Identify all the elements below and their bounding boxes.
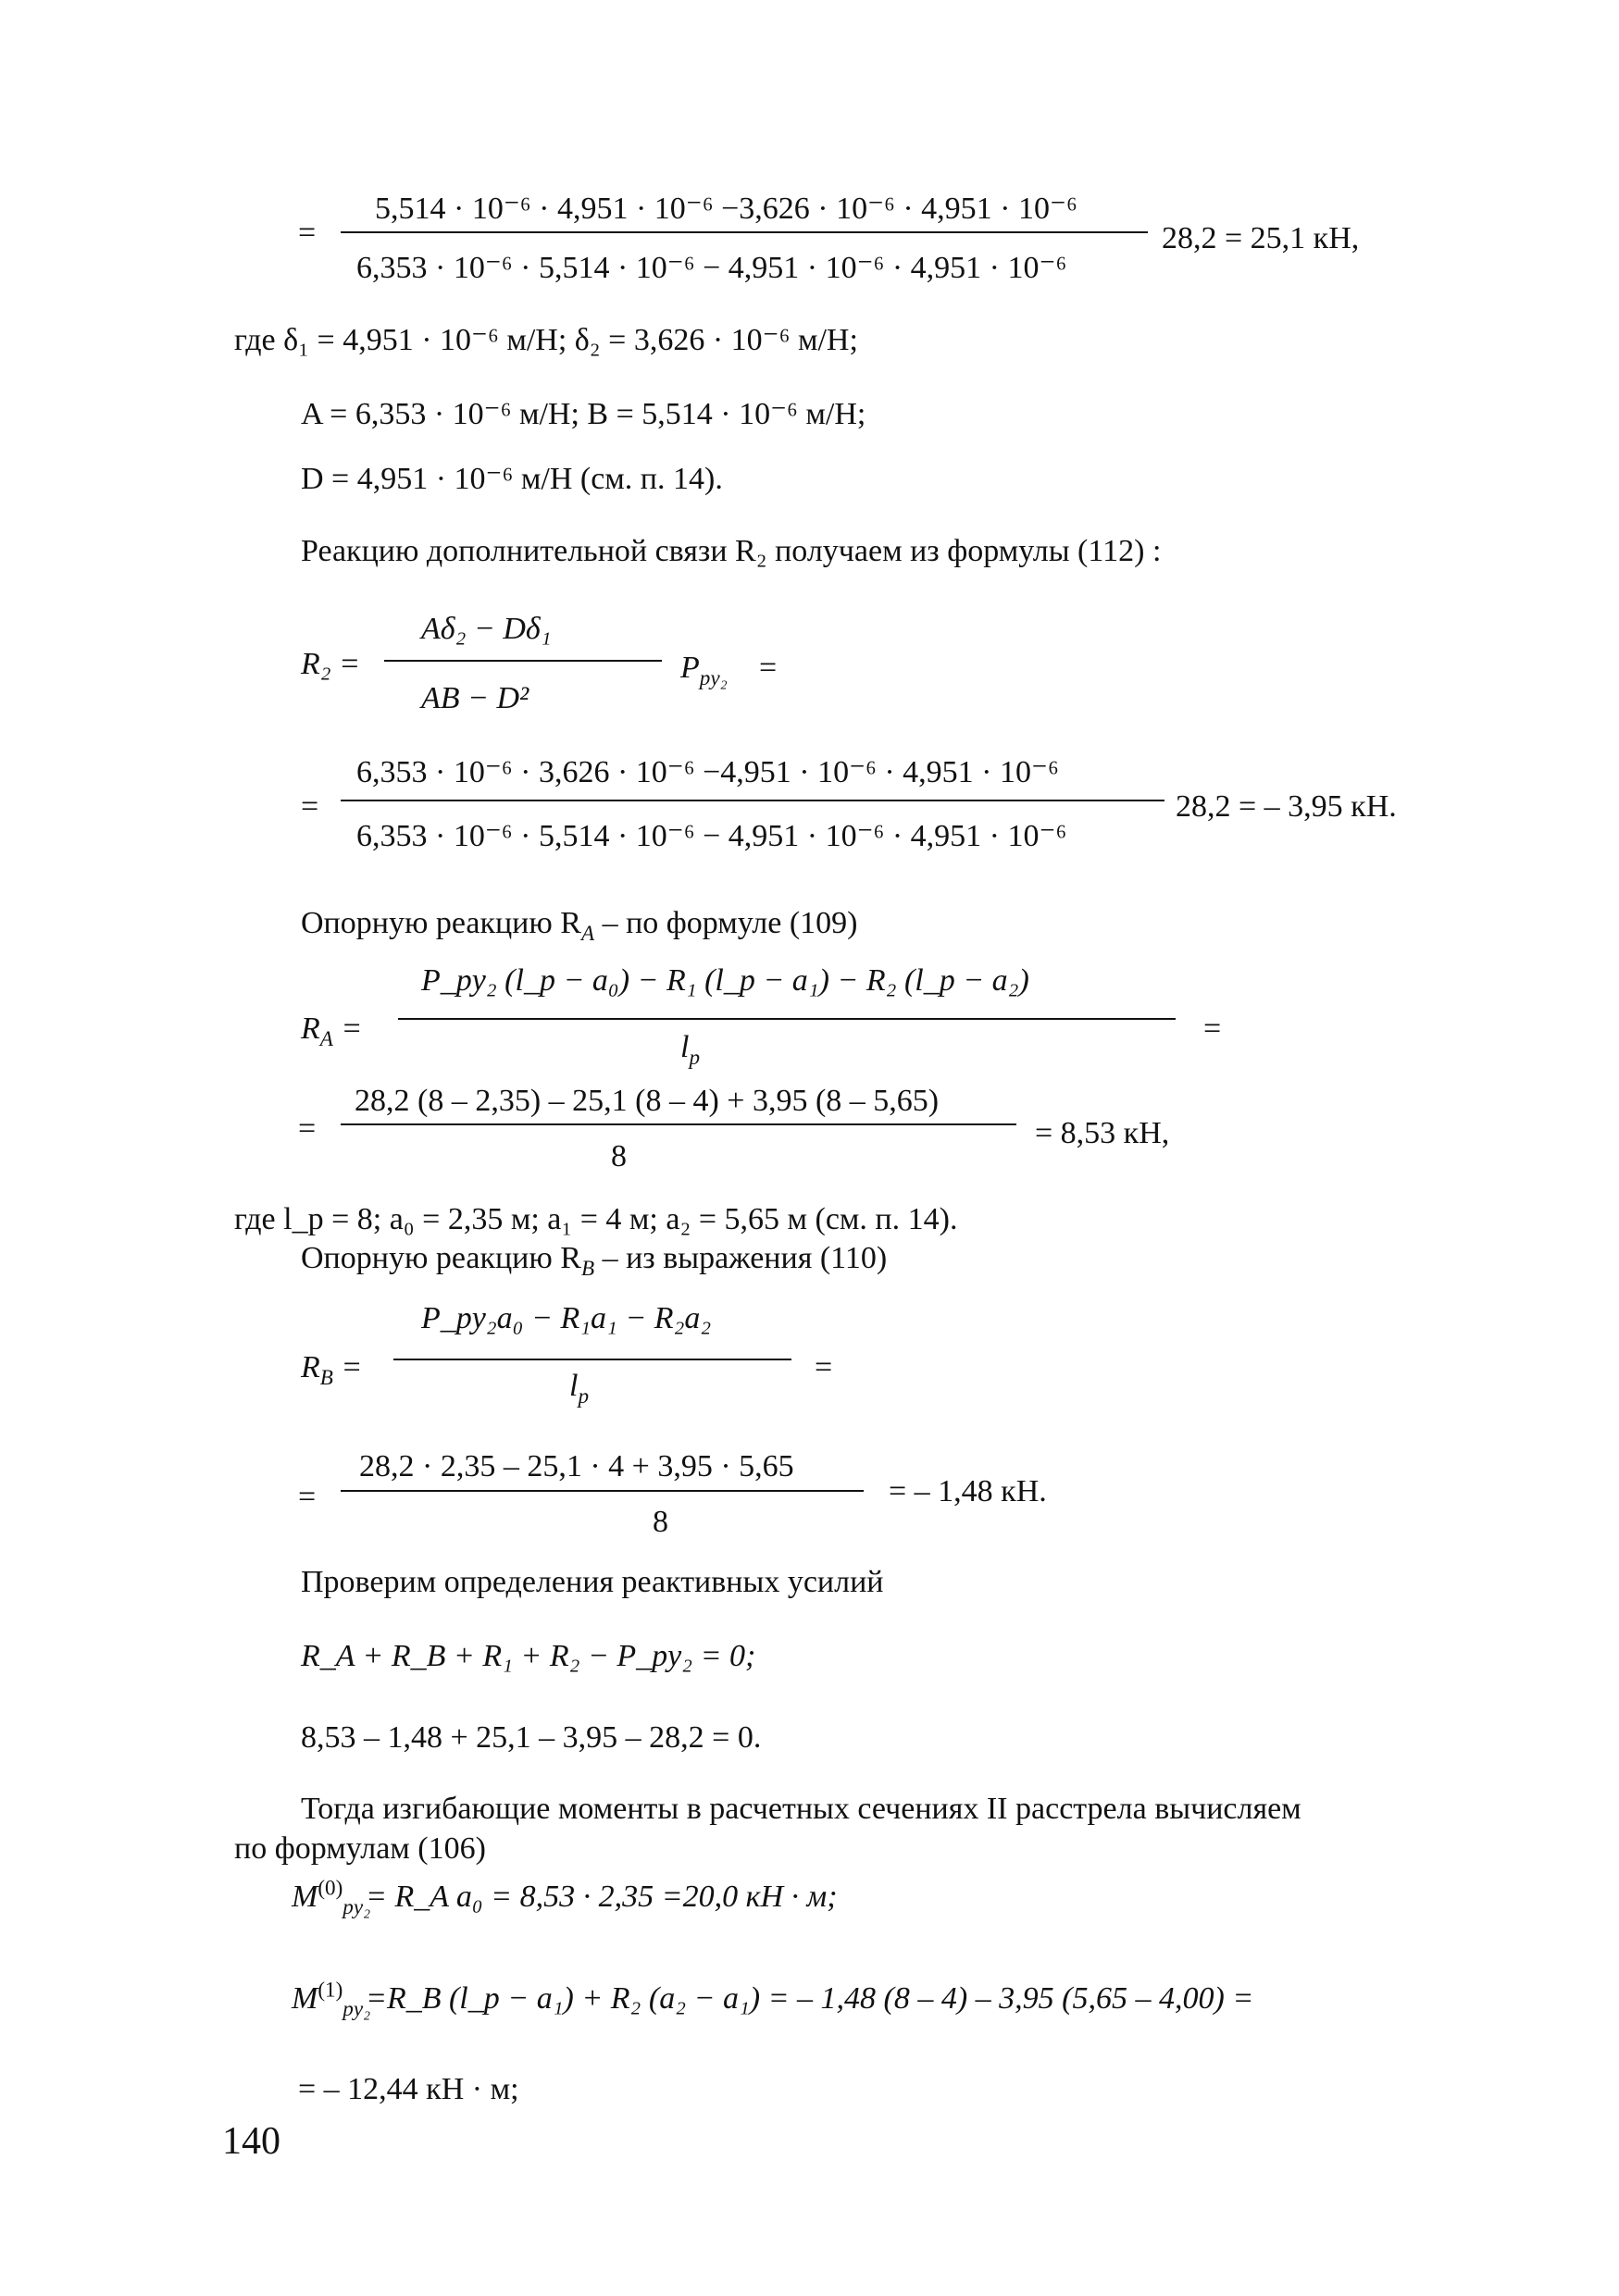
- eq-rb-denominator: [569, 1368, 590, 1409]
- eq-r2-numerator: Aδ₂ − Dδ₁: [421, 612, 552, 646]
- eq-check-symbolic: R_A + R_B + R₁ + R₂ − P_py₂ = 0;: [301, 1639, 756, 1673]
- eq-rb-denominator2: 8: [653, 1505, 668, 1539]
- eq-ra-lhs: [301, 1011, 363, 1051]
- eq-m1-cont: = – 12,44 кН · м;: [298, 2072, 519, 2106]
- para-ra-tail: – по формуле (109): [594, 906, 858, 940]
- eq-r1-denominator: 6,353 · 10⁻⁶ · 5,514 · 10⁻⁶ − 4,951 · 10⁻⁶ · 4,951 · 10⁻⁶: [356, 251, 1067, 285]
- eq-r2-p: P: [680, 651, 700, 685]
- eq-ra-l: l: [680, 1030, 690, 1064]
- eq-r1-lead: =: [298, 216, 317, 250]
- eq-ra-numerator: P_py₂ (l_p − a₀) − R₁ (l_p − a₁) − R₂ (l_p − a₂): [421, 963, 1029, 998]
- para-rb: [301, 1240, 888, 1281]
- where-a-b: A = 6,353 · 10⁻⁶ м/Н; B = 5,514 · 10⁻⁶ м/Н;: [301, 397, 866, 431]
- eq-rb-l-sub: p: [578, 1384, 590, 1409]
- para-rb-text: Опорную реакцию R: [301, 1241, 581, 1275]
- eq-r2-denominator: AB − D²: [421, 681, 529, 715]
- eq-ra-eq: =: [332, 1011, 363, 1046]
- eq-r2-fraction-bar2: [341, 800, 1164, 801]
- para-ra-sub: A: [580, 921, 595, 946]
- para-moments-line1: Тогда изгибающие моменты в расчетных сечениях II расстрела вычисляем: [301, 1792, 1301, 1826]
- eq-r2-lead2: =: [301, 789, 319, 824]
- eq-m0-lhs: $M^{(0)}_{py_2}$: [292, 1876, 371, 1919]
- eq-r1-result: 28,2 = 25,1 кН,: [1162, 221, 1360, 255]
- para-rb-sub: B: [580, 1256, 595, 1281]
- para-r2: Реакцию дополнительной связи R₂ получаем из формулы (112) :: [301, 534, 1162, 568]
- eq-rb-numerator: P_py₂a₀ − R₁a₁ − R₂a₂: [421, 1301, 712, 1335]
- eq-rb-fraction-bar2: [341, 1490, 864, 1492]
- eq-rb-lhs: [301, 1349, 363, 1390]
- eq-rb-lead2: =: [298, 1480, 317, 1514]
- eq-ra-l-sub: p: [689, 1045, 701, 1070]
- eq-check-numeric: 8,53 – 1,48 + 25,1 – 3,95 – 28,2 = 0.: [301, 1720, 762, 1755]
- where-deltas: где δ₁ = 4,951 · 10⁻⁶ м/Н; δ₂ = 3,626 · 10⁻⁶ м/Н;: [234, 323, 858, 357]
- page-number: 140: [222, 2120, 280, 2163]
- eq-r2-numerator2: 6,353 · 10⁻⁶ · 3,626 · 10⁻⁶ −4,951 · 10⁻⁶ · 4,951 · 10⁻⁶: [356, 755, 1059, 789]
- eq-rb-l: l: [569, 1369, 579, 1403]
- eq-ra-sub: A: [319, 1026, 333, 1051]
- eq-r2-denominator2: 6,353 · 10⁻⁶ · 5,514 · 10⁻⁶ − 4,951 · 10⁻⁶ · 4,951 · 10⁻⁶: [356, 819, 1067, 853]
- eq-r2-lhs: R₂ =: [301, 647, 361, 681]
- eq-rb-result: = – 1,48 кН.: [889, 1474, 1047, 1508]
- eq-ra-denominator: [680, 1029, 701, 1070]
- eq-m1-lhs: $M^{(1)}_{py_2}$: [292, 1978, 371, 2021]
- eq-rb-fraction-bar: [393, 1359, 791, 1360]
- eq-rb-r: R: [301, 1350, 320, 1384]
- eq-ra-numerator2: 28,2 (8 – 2,35) – 25,1 (8 – 4) + 3,95 (8 – 5,65): [355, 1084, 940, 1118]
- eq-r1-numerator: 5,514 · 10⁻⁶ · 4,951 · 10⁻⁶ −3,626 · 10⁻⁶ · 4,951 · 10⁻⁶: [375, 192, 1077, 226]
- eq-rb-tail: =: [815, 1350, 833, 1384]
- eq-r2-fraction-bar: [384, 660, 662, 662]
- para-rb-tail: – из выражения (110): [594, 1241, 888, 1275]
- eq-r1-fraction-bar: [341, 231, 1148, 233]
- eq-ra-fraction-bar2: [341, 1123, 1016, 1125]
- eq-rb-eq: =: [332, 1350, 363, 1384]
- para-check: Проверим определения реактивных усилий: [301, 1565, 884, 1599]
- eq-r2-eq: =: [759, 651, 778, 685]
- eq-m1: =R_B (l_p − a₁) + R₂ (a₂ − a₁) = – 1,48 (8 – 4) – 3,95 (5,65 – 4,00) =: [366, 1981, 1254, 2016]
- eq-ra-tail: =: [1203, 1011, 1222, 1046]
- eq-ra-lead2: =: [298, 1111, 317, 1146]
- where-lengths: где l_p = 8; a₀ = 2,35 м; a₁ = 4 м; a₂ = 5,65 м (см. п. 14).: [234, 1202, 958, 1236]
- eq-rb-numerator2: 28,2 · 2,35 – 25,1 · 4 + 3,95 · 5,65: [359, 1449, 794, 1483]
- eq-ra-fraction-bar: [398, 1018, 1176, 1020]
- eq-ra-r: R: [301, 1011, 320, 1046]
- eq-ra-result: = 8,53 кН,: [1035, 1116, 1170, 1150]
- eq-ra-denominator2: 8: [611, 1139, 627, 1173]
- eq-r2-p-symbol: [680, 650, 728, 690]
- para-ra: [301, 905, 858, 946]
- where-d: D = 4,951 · 10⁻⁶ м/Н (см. п. 14).: [301, 462, 723, 496]
- eq-r2-result: 28,2 = – 3,95 кН.: [1176, 789, 1397, 824]
- para-ra-text: Опорную реакцию R: [301, 906, 581, 940]
- eq-r2-p-sub: py₂: [699, 665, 728, 690]
- para-moments-line2: по формулам (106): [234, 1831, 486, 1866]
- eq-rb-sub: B: [319, 1365, 333, 1390]
- eq-m0: = R_A a₀ = 8,53 · 2,35 =20,0 кН · м;: [366, 1880, 838, 1914]
